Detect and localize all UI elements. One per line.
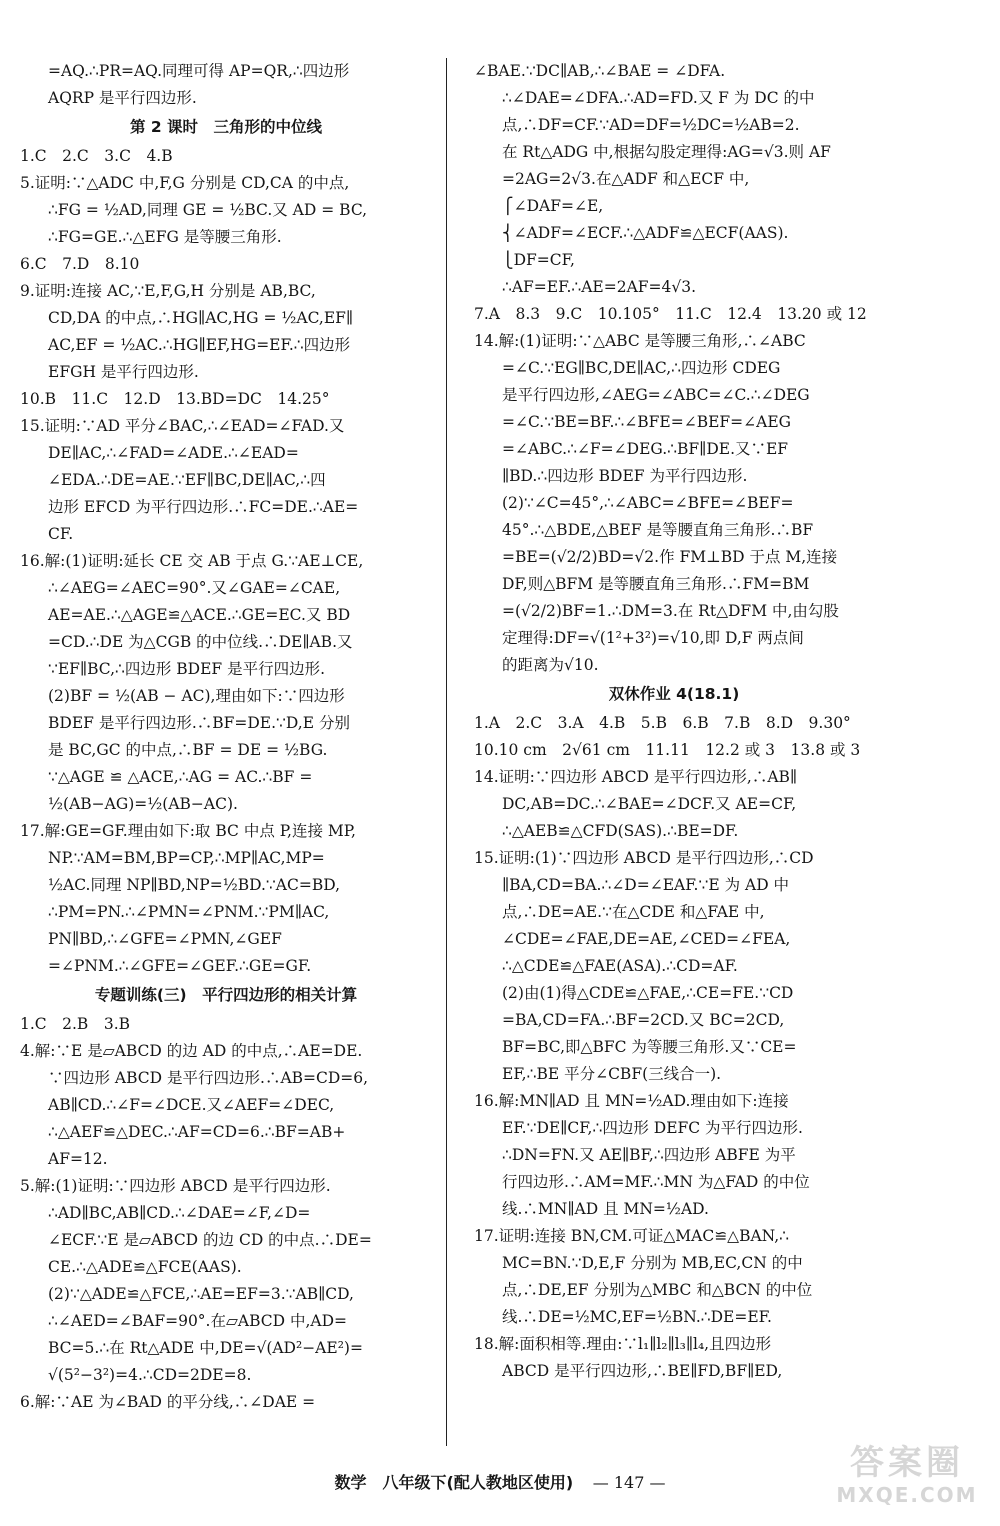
answer-line: ∠CDE=∠FAE,DE=AE,∠CED=∠FEA, [502,930,791,948]
answer-line: 点,∴DF=CF.∵AD=DF=½DC=½AB=2. [502,116,800,134]
answer-line: ∴∠DAE=∠DFA.∴AD=FD.又 F 为 DC 的中 [502,89,815,107]
answer-line: =∠ABC.∴∠F=∠DEG.∴BF∥DE.又∵EF [502,440,789,458]
answer-line: 16.解:(1)证明:延长 CE 交 AB 于点 G.∵AE⊥CE, [20,552,364,570]
answer-line: ∴△AEB≌△CFD(SAS).∴BE=DF. [502,822,739,840]
answer-line: 14.解:(1)证明:∵△ABC 是等腰三角形,∴∠ABC [474,332,806,350]
answer-line: (2)由(1)得△CDE≌△FAE,∴CE=FE.∵CD [502,984,794,1002]
answer-line: NP.∵AM=BM,BP=CP,∴MP∥AC,MP= [48,849,325,867]
right-column [474,58,874,1448]
answer-line: ABCD 是平行四边形,∴BE∥FD,BF∥ED, [502,1362,783,1380]
answer-line: ½AC.同理 NP∥BD,NP=½BD.∵AC=BD, [48,876,341,894]
answer-line: (2)BF = ½(AB − AC),理由如下:∵四边形 [48,687,345,705]
answer-line: 5.证明:∵△ADC 中,F,G 分别是 CD,CA 的中点, [20,174,350,192]
section-heading: 第 2 课时 三角形的中位线 [129,118,323,136]
answer-line: 45°.∴△BDE,△BEF 是等腰直角三角形.∴BF [502,521,814,539]
answer-line: =∠C.∵BE=BF.∴∠BFE=∠BEF=∠AEG [502,413,792,431]
answer-line: CE.∴△ADE≌△FCE(AAS). [48,1258,242,1276]
answer-line: 4.解:∵E 是▱ABCD 的边 AD 的中点,∴AE=DE. [20,1042,363,1060]
answer-line: EF,∴BE 平分∠CBF(三线合一). [502,1065,722,1083]
answer-line: AF=12. [48,1150,108,1168]
answer-line: EF.∵DE∥CF,∴四边形 DEFC 为平行四边形. [502,1119,803,1137]
answer-line: =(√2/2)BF=1.∴DM=3.在 Rt△DFM 中,由勾股 [502,602,839,620]
answer-line: 17.解:GE=GF.理由如下:取 BC 中点 P,连接 MP, [20,822,356,840]
answer-line: ∴FG = ½AD,同理 GE = ½BC.又 AD = BC, [48,201,368,219]
column-divider [446,58,447,1446]
answer-line: =BA,CD=FA.∴BF=2CD.又 BC=2CD, [502,1011,785,1029]
answer-line: 边形 EFCD 为平行四边形.∴FC=DE.∴AE= [48,498,359,516]
answer-line: ∴AF=EF.∴AE=2AF=4√3. [502,278,697,296]
answer-line: ∴∠AED=∠BAF=90°.在▱ABCD 中,AD= [48,1312,348,1330]
answer-line: 的距离为√10. [502,656,599,674]
answer-line: PN∥BD,∴∠GFE=∠PMN,∠GEF [48,930,282,948]
answer-line: 10.B 11.C 12.D 13.BD=DC 14.25° [20,390,330,408]
answer-line: =CD.∴DE 为△CGB 的中位线.∴DE∥AB.又 [48,633,353,651]
answer-line: ∠ECF.∵E 是▱ABCD 的边 CD 的中点.∴DE= [48,1231,372,1249]
answer-line: EFGH 是平行四边形. [48,363,199,381]
answer-line: =BE=(√2/2)BD=√2.作 FM⊥BD 于点 M,连接 [502,548,838,566]
answer-line: 18.解:面积相等.理由:∵l₁∥l₂∥l₃∥l₄,且四边形 [474,1335,772,1353]
answer-line: BDEF 是平行四边形.∴BF=DE.∵D,E 分别 [48,714,350,732]
answer-line: ∠BAE.∵DC∥AB,∴∠BAE = ∠DFA. [474,62,726,80]
answer-line: 点,∴DE=AE.∵在△CDE 和△FAE 中, [502,903,765,921]
answer-line: AQRP 是平行四边形. [48,89,197,107]
answer-line: ∴△AEF≌△DEC.∴AF=CD=6.∴BF=AB+ [48,1123,346,1141]
footer-subject: 数学 八年级下(配人教地区使用) [334,1473,574,1492]
answer-line: 1.A 2.C 3.A 4.B 5.B 6.B 7.B 8.D 9.30° [474,714,851,732]
section-heading: 双休作业 4(18.1) [608,685,740,703]
answer-line: (2)∵∠C=45°,∴∠ABC=∠BFE=∠BEF= [502,494,794,512]
answer-line: DE∥AC,∴∠FAD=∠ADE.∴∠EAD= [48,444,299,462]
answer-line: AC,EF = ½AC.∴HG∥EF,HG=EF.∴四边形 [48,336,351,354]
answer-line: ⎧∠DAF=∠E, [502,197,604,215]
answer-line: ∵EF∥BC,∴四边形 BDEF 是平行四边形. [48,660,326,678]
answer-line: 定理得:DF=√(1²+3²)=√10,即 D,F 两点间 [502,629,804,647]
answer-line: 16.解:MN∥AD 且 MN=½AD.理由如下:连接 [474,1092,789,1110]
answer-line: BF=BC,即△BFC 为等腰三角形.又∵CE= [502,1038,797,1056]
answer-line: DC,AB=DC.∴∠BAE=∠DCF.又 AE=CF, [502,795,797,813]
answer-line: ½(AB−AG)=½(AB−AC). [48,795,238,813]
answer-line: MC=BN.∵D,E,F 分别为 MB,EC,CN 的中 [502,1254,803,1272]
watermark-title: 答案圈 [850,1443,964,1483]
answer-line: 线.∴DE=½MC,EF=½BN.∴DE=EF. [502,1308,772,1326]
watermark-logo [832,1442,982,1512]
answer-line: AE=AE.∴△AGE≌△ACE.∴GE=EC.又 BD [48,606,351,624]
answer-line: =∠C.∵EG∥BC,DE∥AC,∴四边形 CDEG [502,359,781,377]
answer-line: ∠EDA.∴DE=AE.∵EF∥BC,DE∥AC,∴四 [48,471,326,489]
answer-line: ∴FG=GE.∴△EFG 是等腰三角形. [48,228,282,246]
answer-line: 15.证明:(1)∵四边形 ABCD 是平行四边形,∴CD [474,849,814,867]
answer-line: AB∥CD.∴∠F=∠DCE.又∠AEF=∠DEC, [48,1096,335,1114]
answer-line: 10.10 cm 2√61 cm 11.11 12.2 或 3 13.8 或 3 [474,741,861,759]
answer-line: ∴△CDE≌△FAE(ASA).∴CD=AF. [502,957,738,975]
answer-line: ⎩DF=CF, [502,251,575,269]
answer-line: 1.C 2.C 3.C 4.B [20,147,173,165]
answer-line: 14.证明:∵四边形 ABCD 是平行四边形,∴AB∥ [474,768,798,786]
answer-line: √(5²−3²)=4.∴CD=2DE=8. [48,1366,252,1384]
watermark-url: MXQE.COM [836,1483,978,1507]
answer-line: 9.证明:连接 AC,∵E,F,G,H 分别是 AB,BC, [20,282,316,300]
answer-line: =∠PNM.∴∠GFE=∠GEF.∴GE=GF. [48,957,312,975]
answer-line: 1.C 2.B 3.B [20,1015,131,1033]
answer-line: 5.解:(1)证明:∵四边形 ABCD 是平行四边形. [20,1177,331,1195]
answer-line: 点,∴DE,EF 分别为△MBC 和△BCN 的中位 [502,1281,813,1299]
answer-line: 是平行四边形,∠AEG=∠ABC=∠C.∴∠DEG [502,386,810,404]
answer-line: 行四边形.∴AM=MF.∴MN 为△FAD 的中位 [502,1173,810,1191]
answer-line: (2)∵△ADE≌△FCE,∴AE=EF=3.∵AB∥CD, [48,1285,354,1303]
answer-line: ∴AD∥BC,AB∥CD.∴∠DAE=∠F,∠D= [48,1204,311,1222]
answer-line: 在 Rt△ADG 中,根据勾股定理得:AG=√3.则 AF [502,143,831,161]
answer-line: =AQ.∴PR=AQ.同理可得 AP=QR,∴四边形 [48,62,350,80]
answer-line: 7.A 8.3 9.C 10.105° 11.C 12.4 13.20 或 12 [474,305,867,323]
answer-line: 15.证明:∵AD 平分∠BAC,∴∠EAD=∠FAD.又 [20,417,345,435]
answer-line: CD,DA 的中点,∴HG∥AC,HG = ½AC,EF∥ [48,309,354,327]
answer-line: 6.C 7.D 8.10 [20,255,140,273]
answer-line: BC=5.∴在 Rt△ADE 中,DE=√(AD²−AE²)= [48,1339,363,1357]
left-column [20,58,432,1448]
answer-line: CF. [48,525,74,543]
answer-line: ∥BA,CD=BA.∴∠D=∠EAF.∵E 为 AD 中 [502,876,790,894]
section-heading: 专题训练(三) 平行四边形的相关计算 [94,986,358,1004]
answer-line: ∴∠AEG=∠AEC=90°.又∠GAE=∠CAE, [48,579,341,597]
answer-line: ∵四边形 ABCD 是平行四边形.∴AB=CD=6, [48,1069,369,1087]
answer-line: ∥BD.∴四边形 BDEF 为平行四边形. [502,467,748,485]
answer-line: 是 BC,GC 的中点,∴BF = DE = ½BG. [48,741,328,759]
answer-line: ∴DN=FN.又 AE∥BF,∴四边形 ABFE 为平 [502,1146,796,1164]
answer-line: ∵△AGE ≌ △ACE,∴AG = AC.∴BF = [48,768,313,786]
answer-line: 17.证明:连接 BN,CM.可证△MAC≌△BAN,∴ [474,1227,790,1245]
answer-line: DF,则△BFM 是等腰直角三角形.∴FM=BM [502,575,810,593]
answer-line: 线.∴MN∥AD 且 MN=½AD. [502,1200,709,1218]
answer-line: ⎨∠ADF=∠ECF.∴△ADF≌△ECF(AAS). [502,224,789,242]
answer-line: 6.解:∵AE 为∠BAD 的平分线,∴∠DAE = [20,1393,316,1411]
answer-line: ∴PM=PN.∴∠PMN=∠PNM.∵PM∥AC, [48,903,330,921]
answer-line: =2AG=2√3.在△ADF 和△ECF 中, [502,170,750,188]
page-number: — 147 — [592,1473,666,1492]
